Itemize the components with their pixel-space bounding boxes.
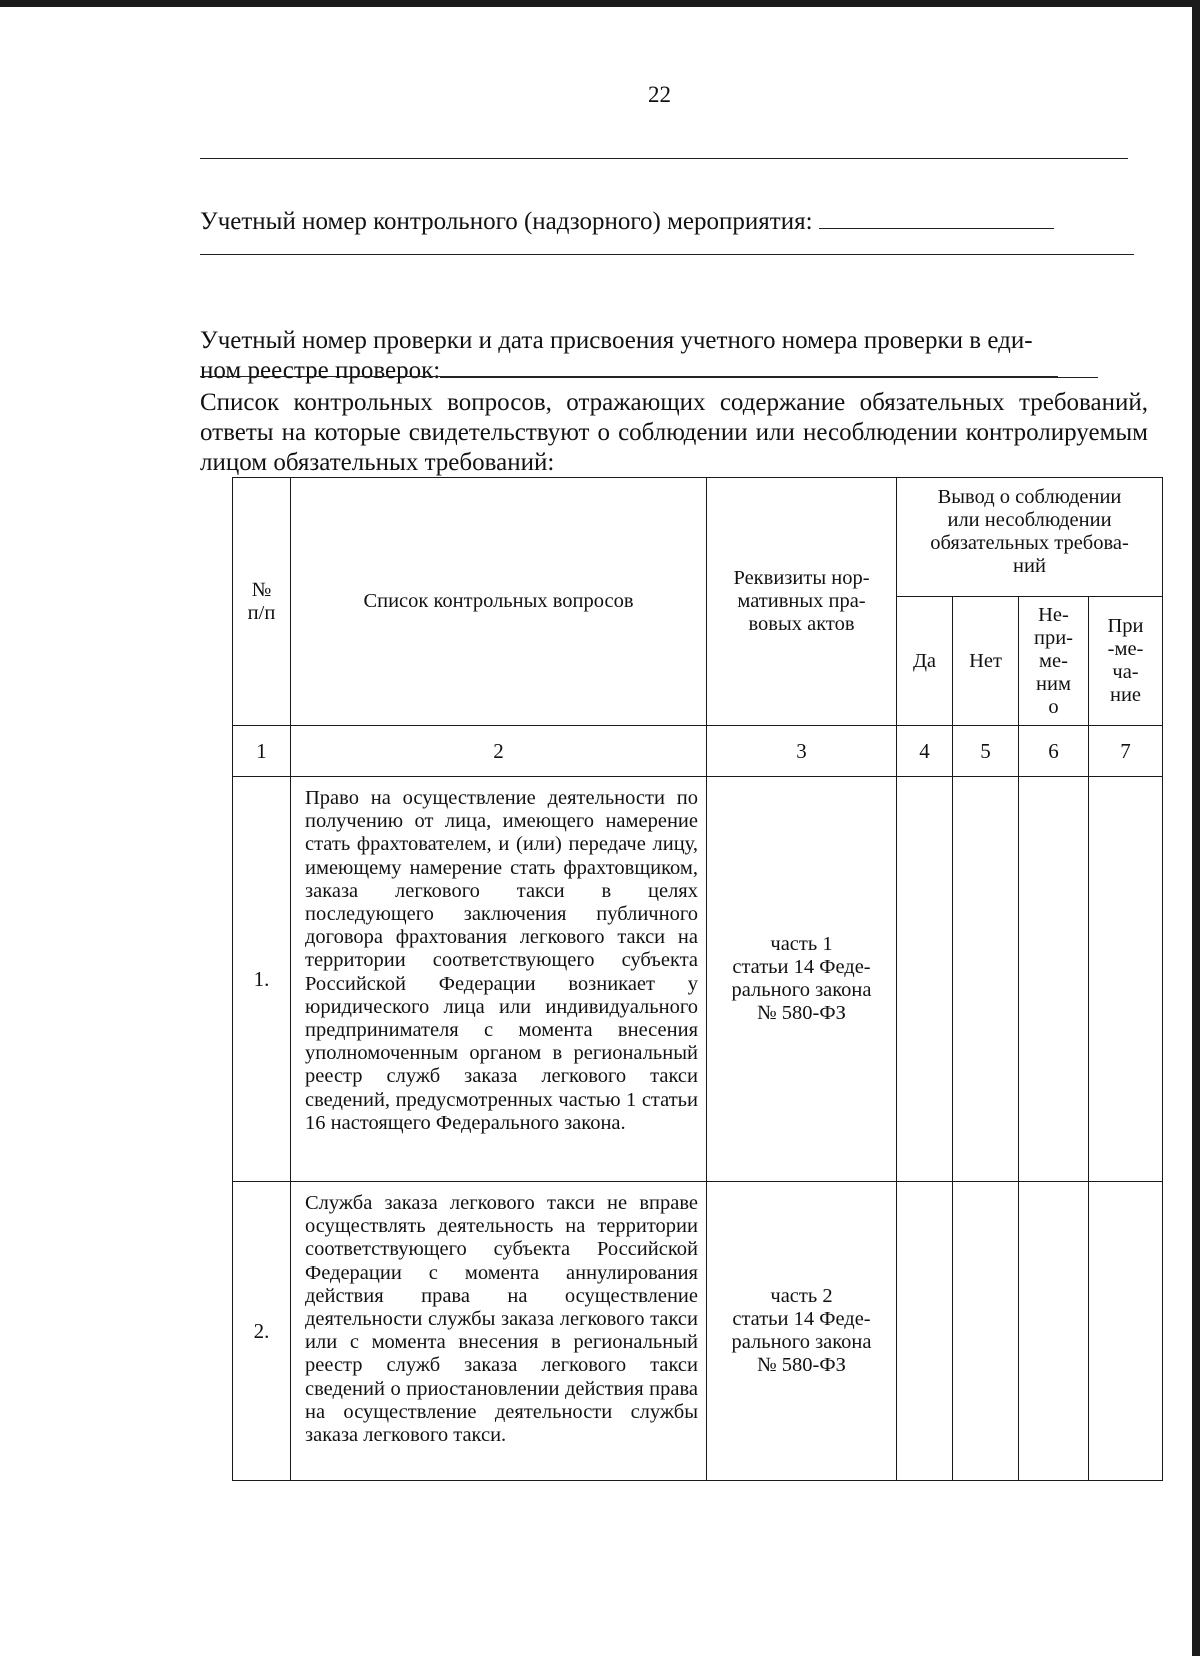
header-note: При -ме- ча- ние bbox=[1089, 597, 1163, 726]
row-requisites: часть 1 статьи 14 Феде- рального закона № 580-ФЗ bbox=[707, 777, 897, 1182]
header-not-applicable: Не- при- ме- ним о bbox=[1019, 597, 1089, 726]
column-number: 1 bbox=[233, 726, 291, 777]
row-number: 2. bbox=[233, 1182, 291, 1481]
answer-not-applicable-cell[interactable] bbox=[1019, 777, 1089, 1182]
note-cell[interactable] bbox=[1089, 777, 1163, 1182]
column-number: 5 bbox=[953, 726, 1019, 777]
answer-no-cell[interactable] bbox=[953, 1182, 1019, 1481]
column-number: 3 bbox=[707, 726, 897, 777]
rule-after-control-number bbox=[200, 254, 1134, 255]
column-number: 7 bbox=[1089, 726, 1163, 777]
top-rule bbox=[200, 158, 1128, 159]
page-number: 22 bbox=[648, 82, 671, 107]
header-conclusion: Вывод о соблюдении или несоблюдении обязательных требова- ний bbox=[897, 478, 1163, 597]
control-event-number-blank[interactable] bbox=[819, 206, 1054, 229]
checklist-table bbox=[232, 477, 1163, 1481]
scan-edge-right bbox=[1192, 0, 1200, 1656]
answer-not-applicable-cell[interactable] bbox=[1019, 1182, 1089, 1481]
header-no: Нет bbox=[953, 597, 1019, 726]
column-number-row bbox=[233, 726, 1163, 777]
row-requisites: часть 2 статьи 14 Феде- рального закона № 580-ФЗ bbox=[707, 1182, 897, 1481]
inspection-number-blank[interactable] bbox=[440, 357, 1098, 378]
column-number: 4 bbox=[897, 726, 953, 777]
header-requisites: Реквизиты нор- мативных пра- вовых актов bbox=[707, 478, 897, 726]
header-yes: Да bbox=[897, 597, 953, 726]
note-cell[interactable] bbox=[1089, 1182, 1163, 1481]
row-question: Право на осуществление деятельности по получению от лица, имеющего намерение стать фрахтователем, и (или) передаче лицу, имеющему намерение стать фрахтовщиком, заказа легкового такси в целях последующего заключения публичного договора фрахтования легкового такси на территории соответствующего субъекта Российской Федерации возникает у юридического лица или индивидуального предпринимателя с момента внесения уполномоченным органом в региональный реестр служб заказа легкового такси сведений, предусмотренных частью 1 статьи 16 настоящего Федерального закона. bbox=[291, 777, 707, 1182]
checklist-intro: Список контрольных вопросов, отражающих содержание обязательных требований, ответы на которые свидетельствуют о соблюдении или несоблюдении контролируемым лицом обязательных требований: bbox=[200, 389, 1148, 476]
control-event-number-line bbox=[200, 206, 1054, 237]
header-num: № п/п bbox=[233, 478, 291, 726]
table-row bbox=[233, 777, 1163, 1182]
answer-no-cell[interactable] bbox=[953, 777, 1019, 1182]
control-event-number-label: Учетный номер контрольного (надзорного) мероприятия: bbox=[200, 208, 813, 235]
column-number: 2 bbox=[291, 726, 707, 777]
scan-edge-top bbox=[0, 0, 1200, 7]
answer-yes-cell[interactable] bbox=[897, 777, 953, 1182]
rule-after-inspection-number bbox=[200, 376, 1058, 377]
row-question: Служба заказа легкового такси не вправе осуществлять деятельность на территории соответствующего субъекта Российской Федерации с момента аннулирования действия права на осуществление деятельности службы заказа легкового такси или с момента внесения в региональный реестр служб заказа легкового такси сведений о приостановлении действия права на осуществление деятельности службы заказа легкового такси. bbox=[291, 1182, 707, 1481]
answer-yes-cell[interactable] bbox=[897, 1182, 953, 1481]
table-row bbox=[233, 1182, 1163, 1481]
inspection-number-text: Учетный номер проверки и дата присвоения учетного номера проверки в еди- ном реестре проверок: bbox=[200, 296, 1145, 386]
row-number: 1. bbox=[233, 777, 291, 1182]
header-questions: Список контрольных вопросов bbox=[291, 478, 707, 726]
column-number: 6 bbox=[1019, 726, 1089, 777]
